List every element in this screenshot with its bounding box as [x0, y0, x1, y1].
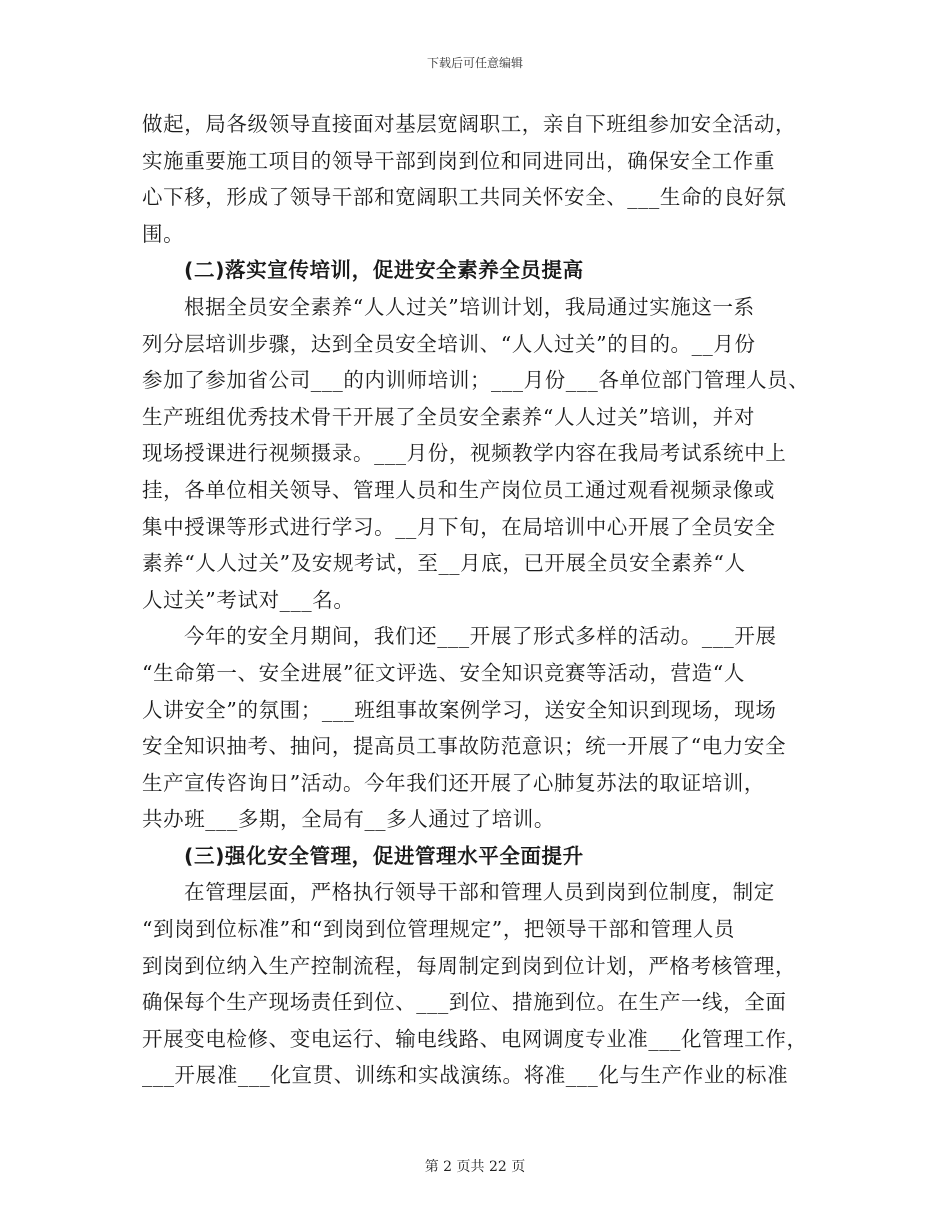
text-line: 生产班组优秀技术骨干开展了全员安全素养“人人过关”培训，并对: [142, 404, 755, 429]
text-line: 心下移，形成了领导干部和宽阔职工共同关怀安全、___生命的良好氛: [142, 185, 787, 210]
document-body: [142, 106, 810, 1094]
text-line: 集中授课等形式进行学习。__月下旬，在局培训中心开展了全员安全: [142, 514, 776, 539]
text-line: 参加了参加省公司___的内训师培训；___月份___各单位部门管理人员、: [142, 368, 810, 393]
text-line: 实施重要施工项目的领导干部到岗到位和同进同出，确保安全工作重: [142, 148, 775, 173]
text-line: 安全知识抽考、抽问，提高员工事故防范意识；统一开展了“电力安全: [142, 734, 787, 759]
text-line: 共办班___多期，全局有__多人通过了培训。: [142, 807, 555, 832]
text-line: “到岗到位标准”和“到岗到位管理规定”，把领导干部和管理人员: [142, 917, 735, 942]
text-line: ___开展准___化宣贯、训练和实战演练。将准___化与生产作业的标准: [142, 1063, 789, 1088]
text-line: 现场授课进行视频摄录。___月份，视频教学内容在我局考试系统中上: [142, 441, 787, 466]
text-line: 确保每个生产现场责任到位、___到位、措施到位。在生产一线，全面: [142, 990, 787, 1015]
text-line: 列分层培训步骤，达到全员安全培训、“人人过关”的目的。__月份: [142, 331, 756, 356]
section-heading: (三)强化安全管理，促进管理水平全面提升: [184, 843, 584, 868]
text-line: 围。: [142, 221, 185, 246]
paragraph-first-line: 根据全员安全素养“人人过关”培训计划，我局通过实施这一系: [184, 294, 755, 319]
text-line: 生产宣传咨询日”活动。今年我们还开展了心肺复苏法的取证培训，: [142, 770, 765, 795]
text-line: 开展变电检修、变电运行、输电线路、电网调度专业准___化管理工作，: [142, 1026, 808, 1051]
text-line: 挂，各单位相关领导、管理人员和生产岗位员工通过观看视频录像或: [142, 477, 775, 502]
section-heading: (二)落实宣传培训，促进安全素养全员提高: [184, 258, 584, 283]
paragraph-first-line: 在管理层面，严格执行领导干部和管理人员到岗到位制度，制定: [184, 880, 775, 905]
text-line: 素养“人人过关”及安规考试，至__月底，已开展全员安全素养“人: [142, 551, 746, 576]
text-line: 到岗到位纳入生产控制流程，每周制定到岗到位计划，严格考核管理，: [142, 953, 797, 978]
page-footer: 第 2 页共 22 页: [424, 1159, 526, 1175]
text-line: “生命第一、安全进展”征文评选、安全知识竞赛等活动，营造“人: [142, 660, 745, 685]
text-line: 人讲安全”的氛围；___班组事故案例学习，送安全知识到现场，现场: [142, 697, 777, 722]
text-line: 做起，局各级领导直接面对基层宽阔职工，亲自下班组参加安全活动，: [142, 112, 797, 136]
paragraph-first-line: 今年的安全月期间，我们还___开展了形式多样的活动。___开展: [184, 624, 777, 649]
text-line: 人过关”考试对___名。: [142, 587, 355, 612]
page-header: 下载后可任意编辑: [426, 56, 523, 70]
